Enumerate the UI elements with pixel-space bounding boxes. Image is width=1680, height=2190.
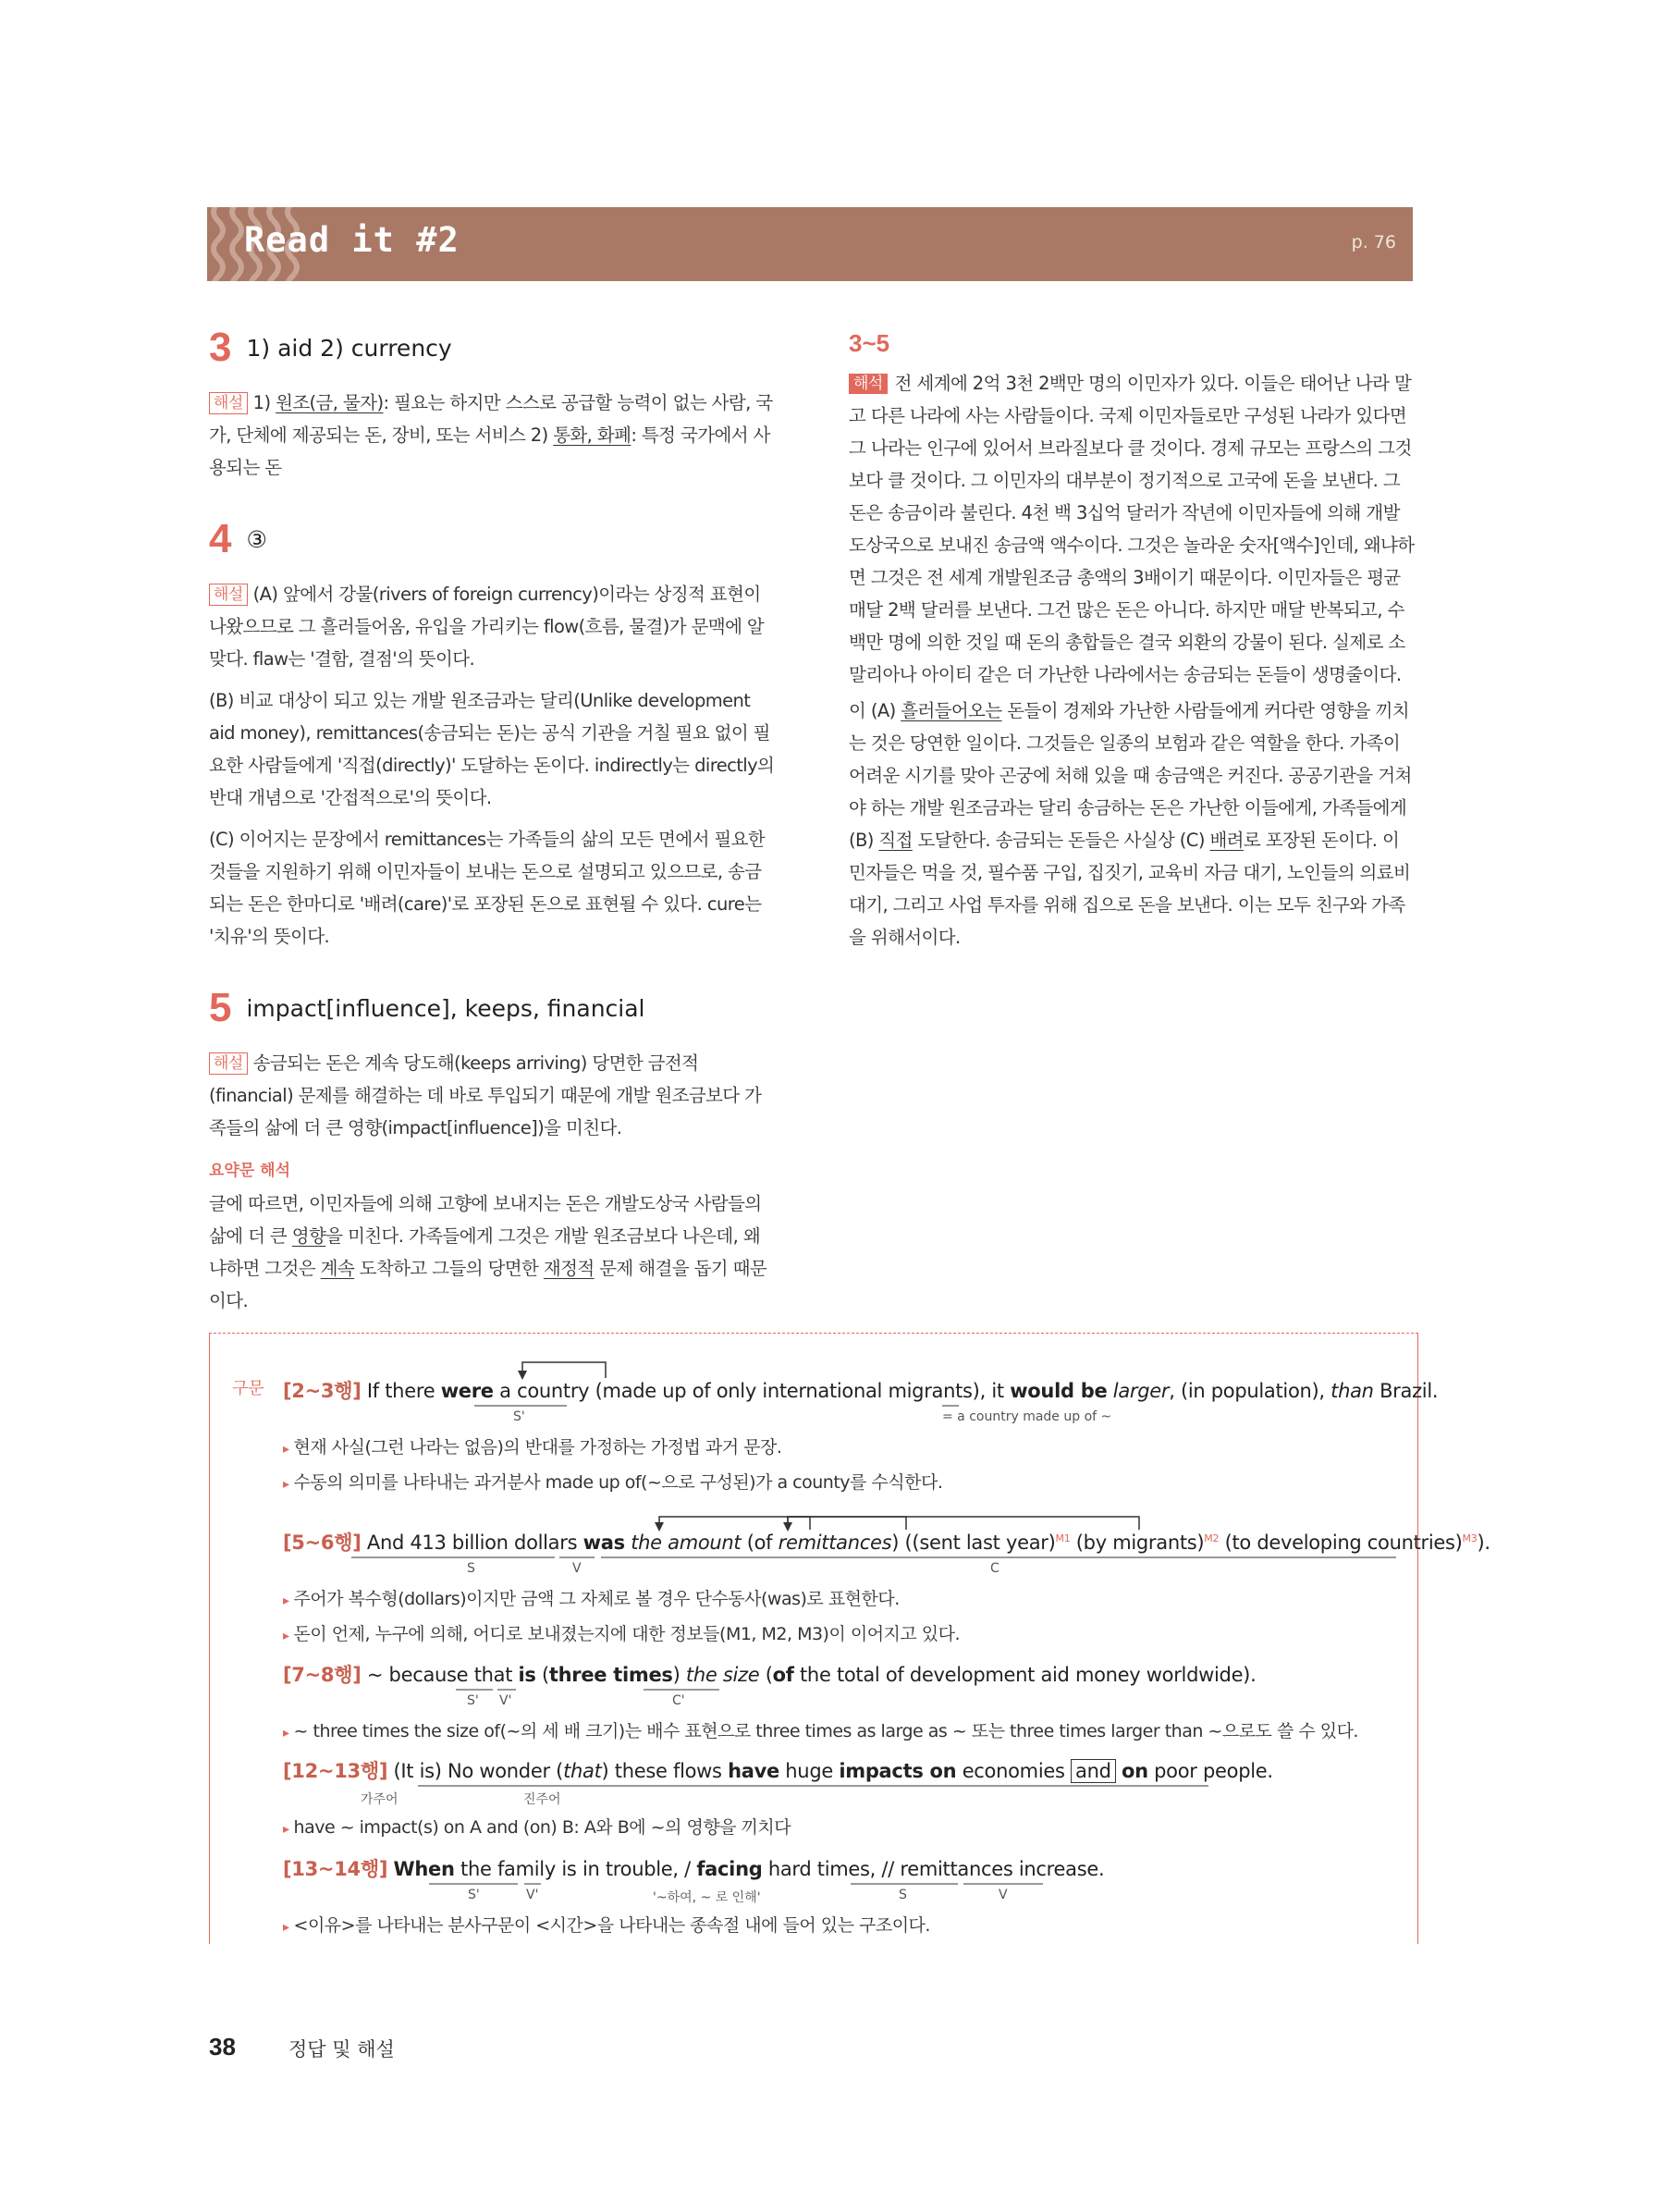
s2-t6: the amount: [631, 1532, 742, 1554]
s2-note-2: ▸ 돈이 언제, 누구에 의해, 어디로 보내졌는지에 대한 정보들(M1, M2, M3)이 이어지고 있다.: [283, 1620, 960, 1645]
s2-t11: (to developing countries): [1219, 1532, 1463, 1554]
sentence-5: [283, 1854, 1104, 1882]
q4-explanation-b: (B) 비교 대상이 되고 있는 개발 원조금과는 달리(Unlike development aid money), remittances(송금되는 돈)는 공식 기관을 거칠 필요 없이 필요한 사람들에게 '직접(directly)' 도달하는 돈이다. indirectly는 directly의 반대 개념으로 '간접적으로'의 뜻이다.: [209, 690, 775, 808]
s5-t6: is: [561, 1858, 577, 1880]
q3-exp-c: : 필요는 하지만 스스로 공급할 능력이 없는 사람, 국가, 단체에 제공되는 돈, 장비, 또는 서비스 2): [209, 392, 773, 446]
tp2d: 직접: [878, 830, 913, 851]
q3-explanation: [209, 387, 777, 484]
s4-t4: have: [728, 1760, 779, 1782]
q4-number: 4: [209, 516, 232, 561]
s3-t8: the size: [685, 1664, 760, 1686]
s1-note-2: ▸ 수동의 의미를 나타내는 과거분사 made up of(~으로 구성된)가 a county를 수식한다.: [283, 1469, 942, 1494]
s1-label-s: S': [513, 1409, 525, 1424]
q5-header: [209, 985, 777, 1030]
s2-label-s: S: [467, 1561, 475, 1576]
q3-answer: 1) aid 2) currency: [246, 334, 452, 362]
s5-t8: facing: [696, 1858, 763, 1880]
s2-m1: M1: [1055, 1532, 1071, 1544]
translation-p2: [849, 695, 1415, 954]
s1-line-ref: [2~3행]: [283, 1380, 362, 1402]
s1-t4: a country: [499, 1380, 590, 1402]
q3-exp-e: : 특정 국가에서 사용되는 돈: [209, 424, 770, 478]
q3-number: 3: [209, 325, 232, 370]
summary-translation: [209, 1187, 777, 1317]
s1-t1: If there: [361, 1380, 441, 1402]
q3-exp-b: 원조(금, 물자): [276, 392, 384, 413]
translation-tag: 해석: [849, 374, 888, 394]
passage-range: 3~5: [849, 329, 890, 357]
s5-t12: increase: [1018, 1858, 1098, 1880]
s5-label-s2: S: [899, 1888, 907, 1902]
s5-t13: .: [1098, 1858, 1105, 1880]
s3-t5: (: [535, 1664, 549, 1686]
sum-e: 도착하고 그들의 당면한: [354, 1258, 544, 1279]
sum-d: 계속: [320, 1258, 355, 1279]
s4-t3: ) these flows: [601, 1760, 729, 1782]
grammar-tag: 구문: [232, 1379, 264, 1398]
s2-t4: was: [582, 1532, 625, 1554]
s3-t9: (: [759, 1664, 773, 1686]
s5-t10: remittances: [900, 1858, 1013, 1880]
s3-t10: of: [772, 1664, 794, 1686]
tp2a: 이 (A): [849, 700, 901, 721]
s3-t4: is: [518, 1664, 536, 1686]
s5-label-v1: V': [526, 1888, 539, 1902]
q5-number: 5: [209, 985, 232, 1030]
s4-t11: poor people.: [1147, 1760, 1273, 1782]
s5-label-v2: V: [999, 1888, 1008, 1902]
s2-m2: M2: [1204, 1532, 1220, 1544]
s1-t13: Brazil.: [1373, 1380, 1439, 1402]
tp2c: 돈들이 경제와 가난한 사람들에게 커다란 영향을 끼치는 것은 당연한 일이다. 그것들은 일종의 보험과 같은 역할을 한다. 가족이 어려운 시기를 맞아 곤궁에 처해 있을 때 송금액은 커진다. 공공기관을 거쳐야 하는 개발 원조금과는 달리 송금하는 돈은 가난한 이들에게, 가족들에게 (B): [849, 700, 1412, 851]
s4-label-a: 가주어: [361, 1792, 399, 1807]
s2-t1: And: [361, 1532, 411, 1554]
page-reference: p. 76: [1351, 232, 1396, 252]
s5-t9: hard times, //: [762, 1858, 901, 1880]
s4-t10: on: [1122, 1760, 1148, 1782]
s1-t8: would be: [1010, 1380, 1108, 1402]
s2-t9: ) ((sent last year): [891, 1532, 1056, 1554]
s4-note-1: ▸ have ~ impact(s) on A and (on) B: A와 B에 ~의 영향을 끼치다: [283, 1814, 791, 1839]
q4-explanation-a: [209, 578, 777, 675]
s4-label-b: 진주어: [523, 1792, 561, 1807]
s5-label-mid: '~하여, ~ 로 인해': [653, 1890, 761, 1905]
s5-label-s1: S': [468, 1888, 480, 1902]
s1-label-it: = a country made up of ~: [942, 1409, 1112, 1424]
s4-t7: economies: [956, 1760, 1071, 1782]
q3-exp-a: 1): [252, 392, 276, 413]
s2-t8: remittances: [778, 1532, 892, 1554]
footer-section: 정답 및 해설: [288, 2038, 395, 2061]
explanation-tag: 해설: [209, 392, 248, 414]
s1-t10: larger: [1112, 1380, 1170, 1402]
s3-note-1: ▸ ~ three times the size of(~의 세 배 크기)는 배수 표현으로 three times as large as ~ 또는 three times larger than ~으로도 쓸 수 있다.: [283, 1717, 1358, 1742]
s5-t4: the family: [460, 1858, 556, 1880]
s3-line-ref: [7~8행]: [283, 1664, 362, 1686]
page-number: 38: [209, 2033, 236, 2061]
s3-t6: three times: [548, 1664, 673, 1686]
q3-exp-d: 통화, 화폐: [553, 424, 632, 446]
sentence-3: [283, 1660, 1256, 1688]
s2-note-1: ▸ 주어가 복수형(dollars)이지만 금액 그 자체로 볼 경우 단수동사(was)로 표현한다.: [283, 1585, 900, 1610]
q5-explanation: [209, 1047, 777, 1144]
q5-answer: impact[influence], keeps, financial: [246, 994, 645, 1022]
s2-line-ref: [5~6행]: [283, 1532, 362, 1554]
s3-label-s: S': [467, 1693, 479, 1708]
s2-t10: (by migrants): [1070, 1532, 1205, 1554]
tp2b: 흘러들어오는: [901, 700, 1002, 721]
s4-line-ref: [12~13행]: [283, 1760, 388, 1782]
s5-t2: When: [393, 1858, 455, 1880]
sentence-4: [283, 1756, 1273, 1784]
s2-label-v: V: [572, 1561, 582, 1576]
summary-heading: 요약문 해석: [209, 1162, 291, 1180]
q4-answer: ③: [246, 525, 267, 553]
q4-explanation-c: (C) 이어지는 문장에서 remittances는 가족들의 삶의 모든 면에서 필요한 것들을 지원하기 위해 이민자들이 보내는 돈으로 설명되고 있으므로, 송금되는 돈은 한마디로 '배려(care)'로 포장된 돈으로 표현될 수 있다. cure는 '치유'의 뜻이다.: [209, 829, 766, 947]
sentence-1: [283, 1376, 1438, 1404]
s3-t1: ~ because: [361, 1664, 474, 1686]
tp2g: 로 포장된 돈이다. 이민자들은 먹을 것, 필수품 구입, 집짓기, 교육비 자금 대기, 노인들의 의료비 대기, 그리고 사업 투자를 위해 집으로 돈을 보낸다. 이는 모두 친구와 가족을 위해서이다.: [849, 830, 1411, 948]
s3-t11: the total of development aid money worldwide).: [793, 1664, 1257, 1686]
s3-t7: ): [672, 1664, 686, 1686]
explanation-tag: 해설: [209, 584, 248, 606]
s4-t5: huge: [779, 1760, 840, 1782]
translation-p1-text: 전 세계에 2억 3천 2백만 명의 이민자가 있다. 이들은 태어난 나라 말고 다른 나라에 사는 사람들이다. 국제 이민자들로만 구성된 나라가 있다면 그 나라는 인구에 있어서 브라질보다 클 것이다. 경제 규모는 프랑스의 그것보다 클 것이다. 그 이민자의 대부분이 정기적으로 고국에 돈을 보낸다. 그 돈은 송금이라 불린다. 4천 백 3십억 달러가 작년에 이민자들에 의해 개발도상국으로 보내진 송금액 액수이다. 그것은 놀라운 숫자[액수]인데, 왜냐하면 그것은 전 세계 개발원조금 총액의 3배이기 때문이다. 이민자들은 평균 매달 2백 달러를 보낸다. 그건 많은 돈은 아니다. 하지만 매달 반복되고, 수백만 명에 의한 것일 때 돈의 총합들은 결국 외환의 강물이 된다. 실제로 소말리아나 아이티 같은 더 가난한 나라에서는 송금되는 돈들이 생명줄이다.: [849, 373, 1415, 685]
sentence-2: [283, 1528, 1490, 1556]
s4-t2: that: [563, 1760, 602, 1782]
q4-p1: (A) 앞에서 강물(rivers of foreign currency)이라는 상징적 표현이 나왔으므로 그 흘러들어옴, 유입을 가리키는 flow(흐름, 물결)가 문맥에 알맞다. flaw는 '결함, 결점'의 뜻이다.: [209, 584, 765, 670]
s2-m3: M3: [1462, 1532, 1478, 1544]
s1-note-1: ▸ 현재 사실(그런 나라는 없음)의 반대를 가정하는 가정법 과거 문장.: [283, 1433, 781, 1458]
tp2e: 도달한다. 송금되는 돈들은 사실상 (C): [912, 830, 1210, 851]
sum-g: 문제 해결을 돕기 때문이다.: [209, 1258, 767, 1311]
s4-t8: and: [1071, 1759, 1116, 1783]
s4-t1: (It is) No wonder (: [387, 1760, 564, 1782]
s2-t2: 413 billion dollars: [410, 1532, 578, 1554]
s1-t6: it: [991, 1380, 1004, 1402]
s1-t12: than: [1331, 1380, 1374, 1402]
s1-t11: , (in population),: [1169, 1380, 1331, 1402]
s3-label-v: V': [499, 1693, 512, 1708]
s2-t12: ).: [1477, 1532, 1490, 1554]
sum-a: 글에 따르면, 이민자들에 의해 고향에 보내지는 돈은 개발도상국 사람들의 삶에 더 큰: [209, 1193, 762, 1247]
tp2f: 배려: [1209, 830, 1244, 851]
sum-c: 을 미친다. 가족들에게 그것은 개발 원조금보다 나은데, 왜냐하면 그것은: [209, 1225, 761, 1279]
s3-t2: that: [473, 1664, 513, 1686]
s2-label-c: C: [990, 1561, 999, 1576]
explanation-tag: 해설: [209, 1052, 248, 1075]
s1-t5: (made up of only international migrants),: [589, 1380, 992, 1402]
q4-header: [209, 516, 777, 561]
s5-note-1: ▸ <이유>를 나타내는 분사구문이 <시간>을 나타내는 종속절 내에 들어 있는 구조이다.: [283, 1912, 930, 1937]
s2-t7: (of: [741, 1532, 779, 1554]
translation-p1: [849, 367, 1415, 691]
q5-exp: 송금되는 돈은 계속 당도해(keeps arriving) 당면한 금전적(financial) 문제를 해결하는 데 바로 투입되기 때문에 개발 원조금보다 가족들의 삶에 더 큰 영향(impact[influence])을 미친다.: [209, 1052, 762, 1138]
q3-header: [209, 327, 777, 368]
left-column: [209, 327, 777, 1317]
right-column: [849, 329, 1415, 954]
section-banner: [207, 207, 1413, 281]
sum-f: 재정적: [543, 1258, 595, 1279]
s1-t2: were: [440, 1380, 494, 1402]
s3-label-c: C': [672, 1693, 685, 1708]
banner-title: Read it #2: [244, 220, 460, 260]
s5-t7: in trouble, /: [576, 1858, 697, 1880]
s4-t6: impacts on: [839, 1760, 957, 1782]
sum-b: 영향: [291, 1225, 326, 1247]
s5-line-ref: [13~14행]: [283, 1858, 388, 1880]
